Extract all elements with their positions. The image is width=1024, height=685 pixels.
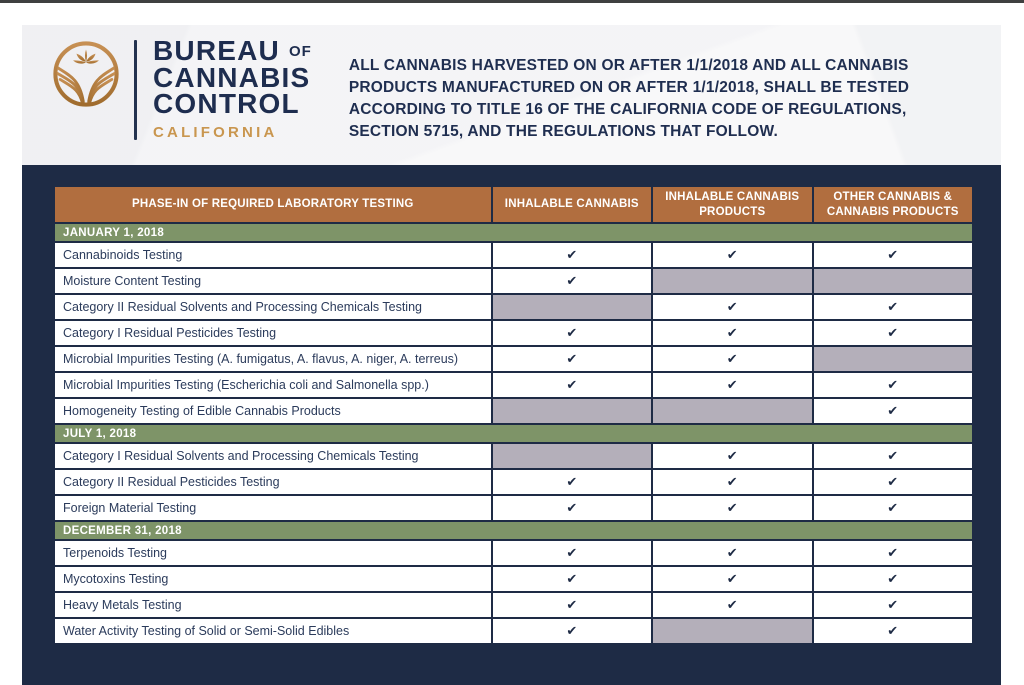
not-required-cell <box>813 268 974 294</box>
required-check-cell <box>492 242 652 268</box>
table-header-row <box>54 186 973 223</box>
test-name-label: Category I Residual Pesticides Testing <box>54 320 492 346</box>
cannabis-leaf-icon <box>73 50 99 64</box>
test-name-label: Foreign Material Testing <box>54 495 492 521</box>
not-required-cell <box>652 618 812 644</box>
test-row <box>54 398 973 424</box>
col-header-phase-in: PHASE-IN OF REQUIRED LABORATORY TESTING <box>54 186 492 223</box>
required-check-cell <box>652 294 812 320</box>
required-check-cell <box>813 294 974 320</box>
required-check-cell <box>813 540 974 566</box>
test-name-label: Homogeneity Testing of Edible Cannabis Products <box>54 398 492 424</box>
required-check-cell <box>652 469 812 495</box>
test-row <box>54 495 973 521</box>
check-icon: ✔ <box>887 449 899 464</box>
section-date-label: JULY 1, 2018 <box>54 424 973 443</box>
check-icon: ✔ <box>887 404 899 419</box>
test-name-label: Water Activity Testing of Solid or Semi-Solid Edibles <box>54 618 492 644</box>
test-name-label: Microbial Impurities Testing (A. fumigatus, A. flavus, A. niger, A. terreus) <box>54 346 492 372</box>
required-check-cell <box>813 592 974 618</box>
check-icon: ✔ <box>566 598 578 613</box>
required-check-cell <box>813 242 974 268</box>
required-check-cell <box>492 592 652 618</box>
required-check-cell <box>492 540 652 566</box>
not-required-cell <box>492 294 652 320</box>
required-check-cell <box>492 320 652 346</box>
section-header-row <box>54 521 973 540</box>
check-icon: ✔ <box>566 378 578 393</box>
check-icon: ✔ <box>887 326 899 341</box>
check-icon: ✔ <box>887 248 899 263</box>
not-required-cell <box>813 346 974 372</box>
required-check-cell <box>813 469 974 495</box>
test-row <box>54 372 973 398</box>
col-header-inhalable-cannabis: INHALABLE CANNABIS <box>492 186 652 223</box>
test-row <box>54 469 973 495</box>
test-name-label: Category II Residual Pesticides Testing <box>54 469 492 495</box>
required-check-cell <box>652 372 812 398</box>
required-check-cell <box>492 618 652 644</box>
testing-table-panel <box>22 165 1001 685</box>
org-state-label: CALIFORNIA <box>153 123 278 141</box>
test-row <box>54 566 973 592</box>
window-top-edge <box>0 0 1024 3</box>
org-name-line3: CONTROL <box>153 88 300 120</box>
check-icon: ✔ <box>887 300 899 315</box>
check-icon: ✔ <box>726 598 738 613</box>
org-name-bureau: BUREAU <box>153 35 280 66</box>
brand-divider <box>134 40 137 140</box>
section-header-row <box>54 424 973 443</box>
required-check-cell <box>492 268 652 294</box>
check-icon: ✔ <box>726 572 738 587</box>
required-check-cell <box>813 566 974 592</box>
test-row <box>54 294 973 320</box>
test-name-label: Mycotoxins Testing <box>54 566 492 592</box>
required-check-cell <box>652 346 812 372</box>
not-required-cell <box>492 443 652 469</box>
test-row <box>54 242 973 268</box>
required-check-cell <box>492 346 652 372</box>
required-check-cell <box>813 495 974 521</box>
check-icon: ✔ <box>566 546 578 561</box>
required-check-cell <box>492 372 652 398</box>
required-check-cell <box>652 566 812 592</box>
check-icon: ✔ <box>887 475 899 490</box>
org-name-line1 <box>153 35 312 66</box>
required-check-cell <box>652 443 812 469</box>
check-icon: ✔ <box>726 449 738 464</box>
section-date-label: DECEMBER 31, 2018 <box>54 521 973 540</box>
check-icon: ✔ <box>726 352 738 367</box>
test-name-label: Heavy Metals Testing <box>54 592 492 618</box>
check-icon: ✔ <box>566 572 578 587</box>
not-required-cell <box>652 398 812 424</box>
col-header-other-cannabis-products: OTHER CANNABIS & CANNABIS PRODUCTS <box>813 186 974 223</box>
check-icon: ✔ <box>566 352 578 367</box>
check-icon: ✔ <box>566 624 578 639</box>
required-check-cell <box>813 443 974 469</box>
test-row <box>54 618 973 644</box>
check-icon: ✔ <box>887 378 899 393</box>
required-check-cell <box>813 320 974 346</box>
test-row <box>54 346 973 372</box>
check-icon: ✔ <box>726 378 738 393</box>
required-check-cell <box>652 495 812 521</box>
wordmark <box>153 35 312 141</box>
check-icon: ✔ <box>726 546 738 561</box>
org-name-line2: CANNABIS <box>153 61 311 93</box>
check-icon: ✔ <box>887 501 899 516</box>
required-check-cell <box>492 469 652 495</box>
test-row <box>54 268 973 294</box>
check-icon: ✔ <box>726 326 738 341</box>
check-icon: ✔ <box>726 248 738 263</box>
test-row <box>54 592 973 618</box>
phase-in-testing-table <box>53 185 974 645</box>
col-header-inhalable-cannabis-products: INHALABLE CANNABIS PRODUCTS <box>652 186 812 223</box>
check-icon: ✔ <box>566 326 578 341</box>
check-icon: ✔ <box>566 501 578 516</box>
required-check-cell <box>813 372 974 398</box>
test-row <box>54 540 973 566</box>
not-required-cell <box>492 398 652 424</box>
check-icon: ✔ <box>726 475 738 490</box>
test-name-label: Microbial Impurities Testing (Escherichia coli and Salmonella spp.) <box>54 372 492 398</box>
test-name-label: Cannabinoids Testing <box>54 242 492 268</box>
check-icon: ✔ <box>726 501 738 516</box>
test-name-label: Terpenoids Testing <box>54 540 492 566</box>
check-icon: ✔ <box>566 248 578 263</box>
check-icon: ✔ <box>887 546 899 561</box>
check-icon: ✔ <box>887 624 899 639</box>
required-check-cell <box>652 242 812 268</box>
intro-paragraph: ALL CANNABIS HARVESTED ON OR AFTER 1/1/2018 AND ALL CANNABIS PRODUCTS MANUFACTURED ON OR AFTER 1/1/2018, SHALL BE TESTED ACCORDING TO TITLE 16 OF THE CALIFORNIA CODE OF REGULATIONS, SECTION 5715, AND THE REGULATIONS THAT FOLLOW. <box>348 57 910 140</box>
check-icon: ✔ <box>566 274 578 289</box>
required-check-cell <box>813 618 974 644</box>
not-required-cell <box>652 268 812 294</box>
check-icon: ✔ <box>566 475 578 490</box>
check-icon: ✔ <box>726 300 738 315</box>
section-date-label: JANUARY 1, 2018 <box>54 223 973 242</box>
required-check-cell <box>652 320 812 346</box>
test-name-label: Category I Residual Solvents and Processing Chemicals Testing <box>54 443 492 469</box>
test-row <box>54 320 973 346</box>
test-row <box>54 443 973 469</box>
masthead <box>22 25 1001 165</box>
test-name-label: Category II Residual Solvents and Processing Chemicals Testing <box>54 294 492 320</box>
check-icon: ✔ <box>887 572 899 587</box>
required-check-cell <box>813 398 974 424</box>
brand-block <box>22 25 312 140</box>
test-name-label: Moisture Content Testing <box>54 268 492 294</box>
required-check-cell <box>652 540 812 566</box>
org-name-of: OF <box>288 43 312 60</box>
bcc-emblem-icon <box>52 40 120 108</box>
required-check-cell <box>492 495 652 521</box>
required-check-cell <box>652 592 812 618</box>
check-icon: ✔ <box>887 598 899 613</box>
section-header-row <box>54 223 973 242</box>
required-check-cell <box>492 566 652 592</box>
